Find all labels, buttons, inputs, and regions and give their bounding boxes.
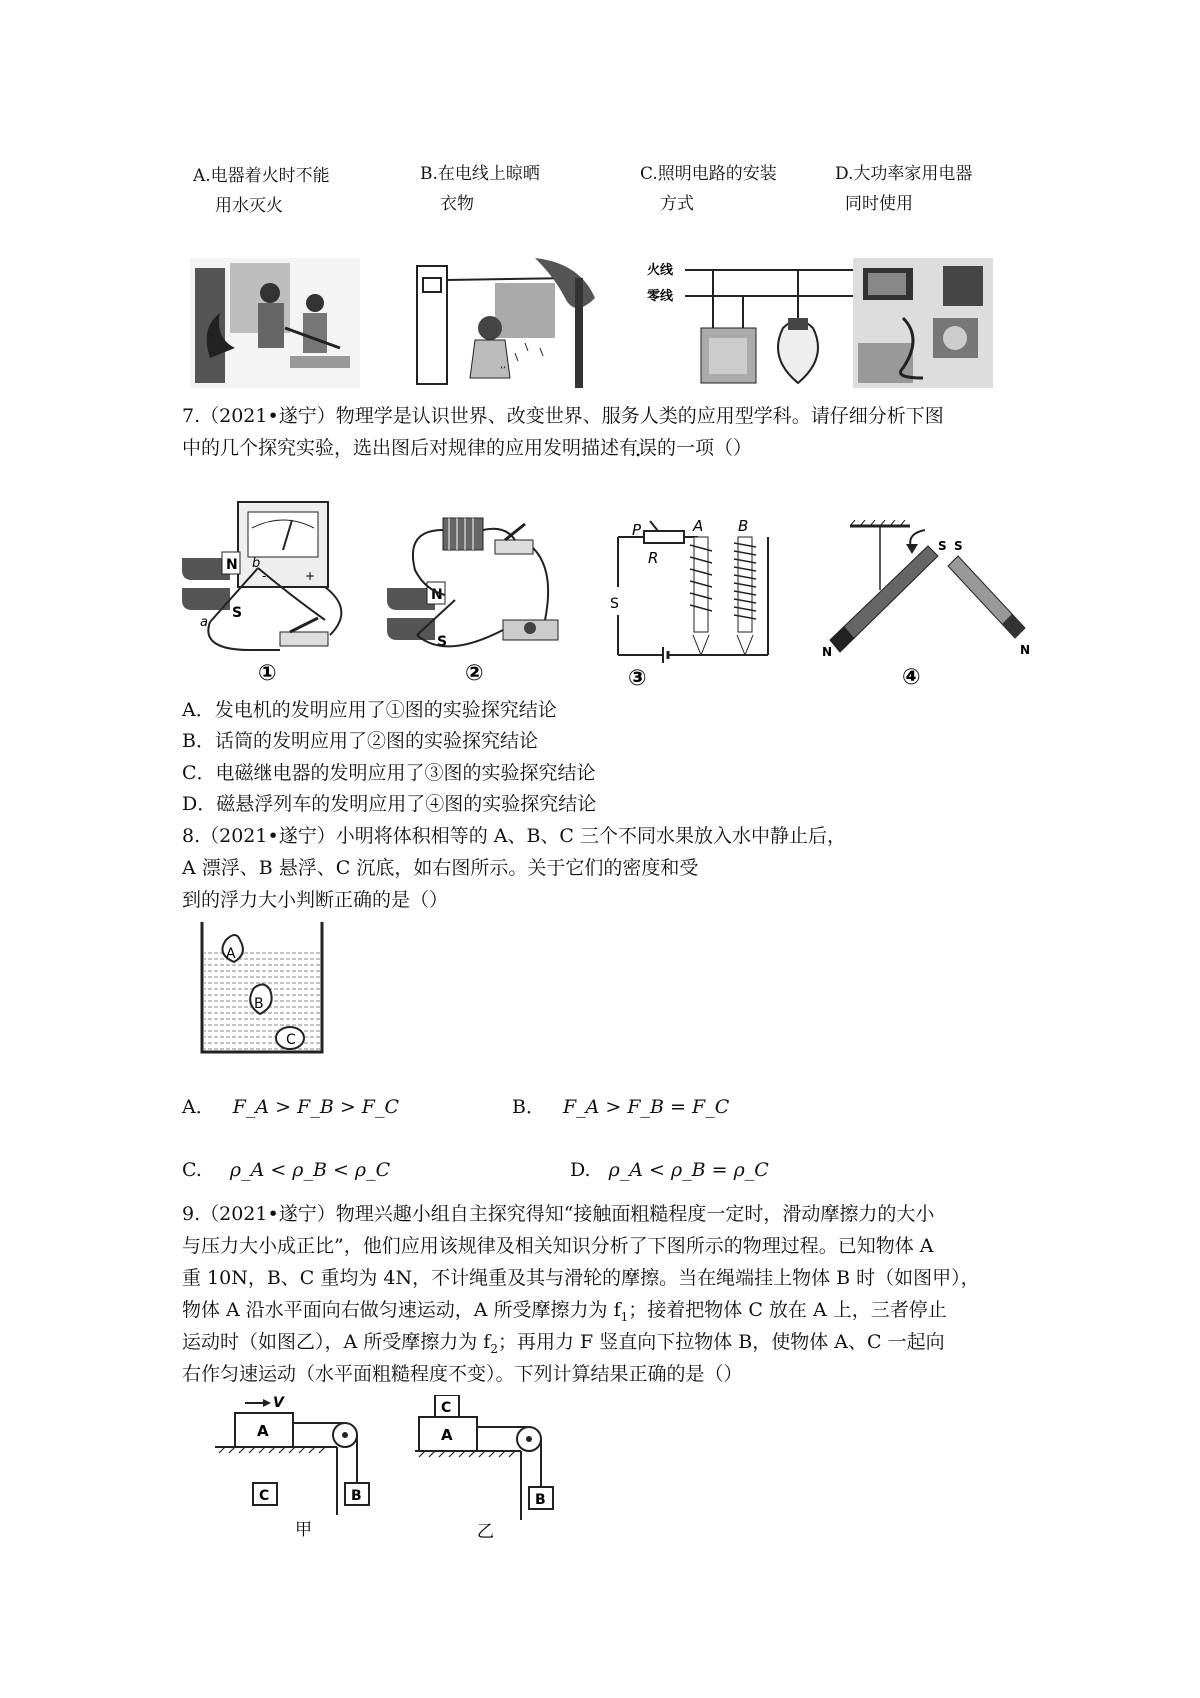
q7-figure-4-magnets bbox=[820, 520, 1030, 688]
q9-text-line4: 物体 A 沿水平面向右做匀速运动，A 所受摩擦力为 $f_1$；接着把物体 C 放在 A 上，三者停止 bbox=[182, 1299, 947, 1324]
box-b-label: B bbox=[351, 1488, 362, 1504]
q9-text-line5: 运动时（如图乙），A 所受摩擦力为 $f_2$；再用力 F 竖直向下拉物体 B，使物体 A、C 一起向 bbox=[182, 1331, 945, 1356]
q7-fig4-label: ④ bbox=[902, 665, 921, 688]
q6-drying-clothes-illustration bbox=[415, 258, 600, 388]
q7-option-b: B．话筒的发明应用了②图的实验探究结论 bbox=[182, 730, 538, 752]
q8-option-b: B． F_A > F_B = F_C bbox=[512, 1096, 730, 1118]
svg-text:S: S bbox=[232, 605, 243, 621]
q9-figure-yi bbox=[415, 1395, 580, 1540]
fig-jia-label: 甲 bbox=[295, 1520, 312, 1540]
q8-text-line2: A 漂浮、B 悬浮、C 沉底，如右图所示。关于它们的密度和受 bbox=[182, 857, 699, 879]
svg-text:B: B bbox=[535, 1492, 546, 1508]
q7-option-d: D．磁悬浮列车的发明应用了④图的实验探究结论 bbox=[182, 793, 597, 815]
q7-fig3-label: ③ bbox=[628, 666, 647, 687]
q6-caption-c-line1: C.照明电路的安装 bbox=[640, 164, 777, 184]
q9-text-line2: 与压力大小成正比”，他们应用该规律及相关知识分析了下图所示的物理过程。已知物体 A bbox=[182, 1235, 934, 1257]
q8-option-a: A． F_A > F_B > F_C bbox=[182, 1096, 400, 1118]
svg-text:ʼʼ: ʼʼ bbox=[500, 366, 506, 376]
svg-text:S: S bbox=[437, 634, 448, 650]
svg-text:P: P bbox=[632, 521, 642, 539]
svg-text:N: N bbox=[822, 645, 833, 659]
q7-option-c: C．电磁继电器的发明应用了③图的实验探究结论 bbox=[182, 762, 596, 784]
svg-text:R: R bbox=[648, 549, 659, 567]
svg-text:A: A bbox=[693, 517, 704, 535]
neutral-wire-label: 零线 bbox=[647, 289, 674, 304]
svg-text:S: S bbox=[954, 539, 963, 553]
q8-beaker-figure bbox=[196, 920, 331, 1060]
svg-text:+: + bbox=[305, 569, 316, 583]
svg-text:a: a bbox=[200, 615, 208, 630]
q7-figure-2-motor bbox=[385, 500, 570, 685]
box-c-label: C bbox=[259, 1488, 270, 1504]
fruit-a-label: A bbox=[226, 946, 236, 962]
q8-text-line1: 8.（2021•遂宁）小明将体积相等的 A、B、C 三个不同水果放入水中静止后， bbox=[182, 825, 846, 847]
svg-text:B: B bbox=[738, 517, 749, 535]
svg-text:S: S bbox=[610, 596, 619, 612]
q6-caption-b-line2: 衣物 bbox=[440, 194, 474, 214]
q6-caption-b-line1: B.在电线上晾晒 bbox=[420, 164, 540, 184]
svg-text:b: b bbox=[252, 556, 261, 571]
q7-figure-1-generator bbox=[180, 500, 365, 685]
svg-text:N: N bbox=[431, 587, 443, 603]
svg-text:A: A bbox=[441, 1426, 453, 1444]
q9-figure-jia bbox=[215, 1395, 390, 1540]
fruit-c-label: C bbox=[286, 1032, 296, 1048]
velocity-label: V bbox=[273, 1395, 284, 1411]
svg-text:N: N bbox=[1020, 643, 1030, 657]
q6-circuit-and-appliances bbox=[643, 258, 993, 388]
q7-fig2-label: ② bbox=[465, 661, 484, 685]
q6-caption-a-line1: A.电器着火时不能 bbox=[193, 166, 330, 186]
svg-text:N: N bbox=[226, 557, 238, 573]
q9-text-line1: 9.（2021•遂宁）物理兴趣小组自主探究得知“接触面粗糙程度一定时，滑动摩擦力的大小 bbox=[182, 1203, 935, 1225]
q8-option-c: C. ρ_A < ρ_B < ρ_C bbox=[182, 1159, 391, 1181]
fire-wire-label: 火线 bbox=[647, 263, 674, 278]
q6-caption-c-line2: 方式 bbox=[660, 194, 694, 214]
q7-emphasis-wrong: 有误 bbox=[619, 437, 658, 459]
q8-text-line3: 到的浮力大小判断正确的是（） bbox=[182, 889, 449, 911]
q9-text-line3: 重 10N，B、C 重均为 4N，不计绳重及其与滑轮的摩擦。当在绳端挂上物体 B 时（如图甲）， bbox=[182, 1267, 980, 1289]
q9-text-line6: 右作匀速运动（水平面粗糙程度不变）。下列计算结果正确的是（） bbox=[182, 1363, 743, 1385]
q7-figure-3-electromagnets bbox=[608, 515, 783, 687]
q6-caption-d-line1: D.大功率家用电器 bbox=[835, 164, 973, 184]
q6-caption-d-line2: 同时使用 bbox=[845, 194, 913, 214]
box-a-label: A bbox=[257, 1422, 269, 1440]
q8-option-d: D. ρ_A < ρ_B = ρ_C bbox=[570, 1159, 769, 1181]
q7-text-line1: 7.（2021•遂宁）物理学是认识世界、改变世界、服务人类的应用型学科。请仔细分析下图 bbox=[182, 405, 944, 427]
svg-text:-: - bbox=[262, 569, 267, 583]
q7-fig1-label: ① bbox=[258, 661, 277, 685]
q7-text-line2: 中的几个探究实验，选出图后对规律的应用发明描述有误的一项（） bbox=[182, 437, 753, 459]
svg-text:C: C bbox=[441, 1400, 452, 1416]
q7-option-a: A．发电机的发明应用了①图的实验探究结论 bbox=[182, 699, 557, 721]
fruit-b-label: B bbox=[254, 996, 264, 1012]
q6-caption-a-line2: 用水灭火 bbox=[215, 196, 283, 216]
svg-text:S: S bbox=[938, 539, 947, 553]
q6-fire-illustration bbox=[190, 258, 360, 388]
fig-yi-label: 乙 bbox=[477, 1522, 494, 1540]
